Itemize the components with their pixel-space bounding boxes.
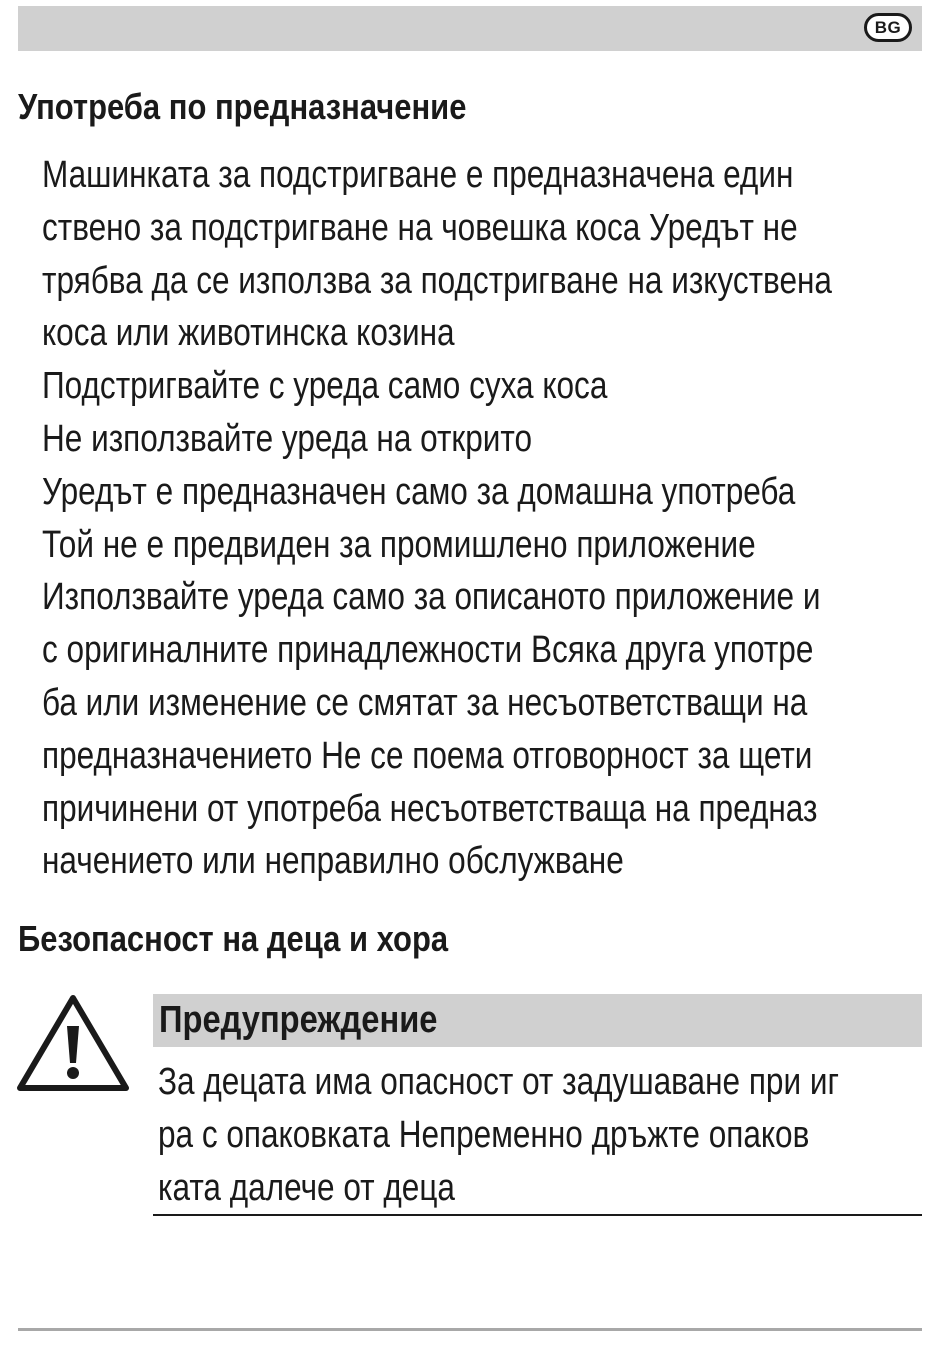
text-line: ката далече от деца — [158, 1166, 455, 1209]
intended-use-heading: Употреба по предназначение — [18, 86, 467, 127]
text-line: ствено за подстригване на човешка коса Уредът не — [42, 206, 798, 249]
text-line: Подстригвайте с уреда само суха коса — [42, 365, 608, 408]
text-line: Уредът е предназначен само за домашна употреба — [42, 470, 796, 513]
warning-title-bar — [153, 994, 922, 1047]
text-line: Използвайте уреда само за описаното приложение и — [42, 576, 821, 619]
intended-use-text — [42, 149, 922, 888]
language-badge: BG — [864, 13, 912, 42]
text-line: За децата има опасност от задушаване при иг — [158, 1061, 839, 1103]
text-line: трябва да се използва за подстригване на изкуствена — [42, 259, 832, 302]
header-bar — [18, 6, 922, 51]
warning-title: Предупреждение — [159, 999, 438, 1041]
text-line: коса или животинска козина — [42, 312, 455, 355]
text-line: начението или неправилно обслужване — [42, 840, 624, 883]
text-line: Машинката за подстригване е предназначена един — [42, 154, 794, 196]
text-line: ра с опаковката Непременно дръжте опаков — [158, 1113, 810, 1156]
warning-text — [158, 1056, 922, 1214]
text-line: предназначението Не се поема отговорност за щети — [42, 734, 813, 777]
warning-bottom-rule — [153, 1214, 922, 1216]
footer-rule — [18, 1328, 922, 1331]
text-line: Той не е предвиден за промишлено приложение — [42, 523, 756, 566]
text-line: причинени от употреба несъответстваща на предназ — [42, 787, 818, 830]
warning-triangle-icon — [16, 994, 130, 1092]
child-safety-heading: Безопасност на деца и хора — [18, 918, 449, 959]
text-line: с оригиналните принадлежности Всяка друга употре — [42, 629, 814, 672]
text-line: Не използвайте уреда на открито — [42, 417, 533, 460]
text-line: ба или изменение се смятат за несъответстващи на — [42, 681, 808, 724]
